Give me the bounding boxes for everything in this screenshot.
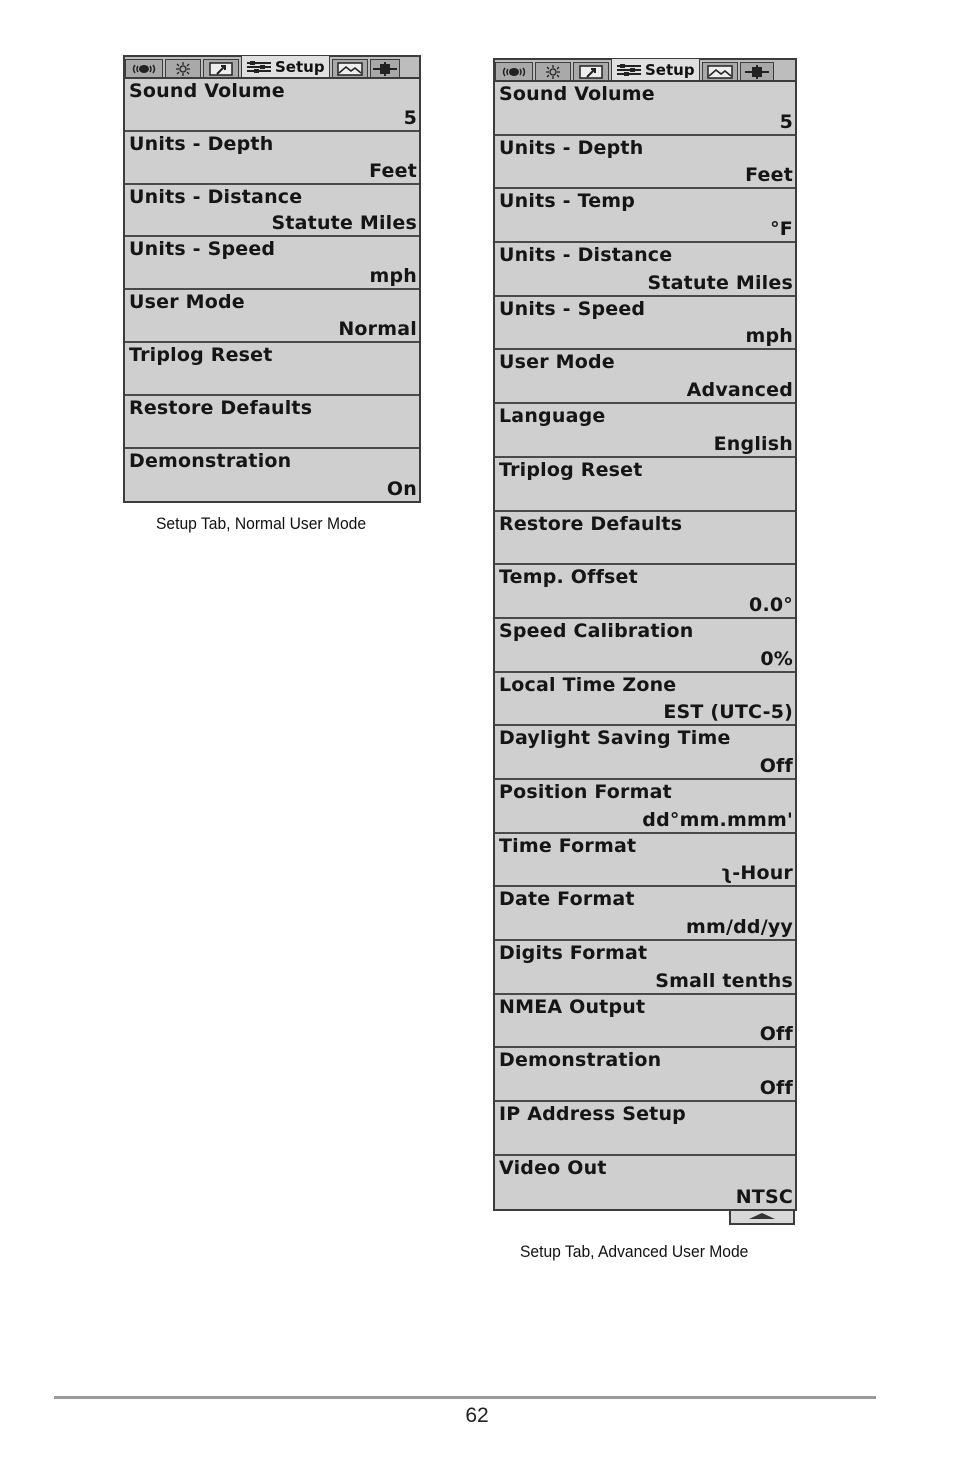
page-number: 62	[465, 1404, 489, 1427]
menu-item[interactable]	[125, 449, 419, 502]
menu-item-label: Time Format	[499, 834, 637, 857]
setup-icon	[246, 60, 272, 74]
menu-item[interactable]	[495, 565, 795, 619]
menu-item[interactable]	[125, 290, 419, 343]
menu-item[interactable]	[495, 82, 795, 136]
menu-item-value: mm/dd/yy	[685, 916, 793, 938]
menu-item-label: Daylight Saving Time	[499, 727, 731, 750]
menu-item-value: 0.0°	[749, 593, 793, 616]
menu-item-value: dd°mm.mmm'	[642, 808, 793, 831]
menu-item-label: Sound Volume	[129, 80, 285, 102]
chart-icon[interactable]	[203, 59, 239, 77]
menu-item-label: Video Out	[499, 1156, 607, 1179]
menu-item[interactable]	[125, 185, 419, 238]
accessory-icon[interactable]	[370, 59, 400, 77]
tab-setup[interactable]	[241, 55, 330, 77]
menu-item-value: Statute Miles	[647, 271, 793, 294]
menu-item[interactable]	[495, 350, 795, 404]
menu-item[interactable]	[495, 458, 795, 512]
menu-item[interactable]	[495, 941, 795, 995]
menu-item[interactable]	[125, 343, 419, 396]
menu-item[interactable]	[495, 512, 795, 566]
sonar-icon[interactable]	[495, 62, 533, 80]
menu-item[interactable]	[495, 404, 795, 458]
menu-item-label: Demonstration	[129, 449, 292, 472]
menu-item-value: Feet	[745, 164, 793, 187]
menu-item-label: Restore Defaults	[129, 396, 313, 419]
menu-item-value: Normal	[338, 317, 417, 340]
menu-item-label: Digits Format	[499, 942, 648, 964]
menu-item-value: 5	[779, 110, 793, 133]
menu-item-value: 0%	[760, 647, 793, 670]
menu-item-label: Sound Volume	[499, 83, 655, 105]
menu-item-label: User Mode	[129, 291, 245, 314]
menu-item[interactable]	[495, 619, 795, 673]
menu-item-value: Off	[759, 754, 793, 777]
menu-item-label: Units - Temp	[499, 190, 636, 213]
menu-item-label: Units - Distance	[129, 185, 303, 208]
sonar-icon[interactable]	[125, 59, 163, 77]
menu-item[interactable]	[125, 79, 419, 132]
setup-menu-advanced	[493, 58, 797, 1211]
menu-item[interactable]	[125, 396, 419, 449]
menu-item-label: IP Address Setup	[499, 1103, 686, 1126]
menu-item-value: Advanced	[686, 379, 793, 402]
scroll-indicator[interactable]	[729, 1211, 795, 1225]
menu-item-label: NMEA Output	[499, 995, 646, 1018]
tab-setup[interactable]	[611, 58, 700, 80]
setup-icon	[616, 63, 642, 77]
menu-item-value: Small tenths	[655, 969, 793, 992]
menu-item[interactable]	[125, 237, 419, 290]
menu-item[interactable]	[495, 887, 795, 941]
view-icon[interactable]	[332, 59, 368, 77]
menu-item-label: Restore Defaults	[499, 512, 683, 535]
menu-item-label: Demonstration	[499, 1049, 662, 1072]
menu-item-label: Local Time Zone	[499, 673, 677, 696]
menu-list	[125, 79, 419, 501]
menu-item[interactable]	[495, 673, 795, 727]
menu-item-value: mph	[369, 265, 417, 288]
menu-item-label: Units - Distance	[499, 244, 673, 267]
menu-item-value: °F	[770, 218, 793, 241]
menu-item-value: Off	[759, 1077, 793, 1100]
menu-item-label: Position Format	[499, 780, 672, 803]
menu-item[interactable]	[495, 726, 795, 780]
footer-divider	[54, 1396, 876, 1399]
tab-setup-label: Setup	[645, 60, 695, 79]
menu-item-value: 5	[403, 106, 417, 129]
menu-item[interactable]	[495, 995, 795, 1049]
menu-item-value: English	[713, 432, 793, 455]
menu-item-label: Triplog Reset	[129, 343, 273, 366]
menu-item[interactable]	[495, 1156, 795, 1210]
menu-item-value: ʅ-Hour	[720, 862, 793, 885]
accessory-icon[interactable]	[740, 62, 774, 80]
menu-item-value: EST (UTC-5)	[663, 701, 793, 724]
menu-item-value: Off	[759, 1023, 793, 1046]
menu-item-label: User Mode	[499, 351, 615, 374]
menu-item[interactable]	[495, 189, 795, 243]
setup-menu-normal	[123, 55, 421, 503]
view-icon[interactable]	[702, 62, 738, 80]
menu-list	[495, 82, 795, 1209]
menu-item-value: Feet	[369, 159, 417, 182]
menu-item-label: Triplog Reset	[499, 458, 643, 481]
caption-advanced: Setup Tab, Advanced User Mode	[520, 1242, 749, 1261]
menu-item-label: Units - Speed	[129, 238, 276, 261]
menu-item-value: mph	[745, 325, 793, 348]
menu-item[interactable]	[495, 834, 795, 888]
menu-item[interactable]	[495, 1102, 795, 1156]
menu-item-value: NTSC	[735, 1186, 793, 1209]
caption-normal: Setup Tab, Normal User Mode	[156, 514, 367, 533]
menu-item[interactable]	[495, 780, 795, 834]
menu-item-label: Speed Calibration	[499, 619, 694, 642]
menu-item-label: Temp. Offset	[499, 566, 638, 589]
menu-item[interactable]	[125, 132, 419, 185]
menu-item-label: Language	[499, 405, 606, 428]
menu-item[interactable]	[495, 243, 795, 297]
menu-item-label: Date Format	[499, 888, 635, 911]
chevron-up-icon	[747, 1212, 777, 1220]
menu-item-label: Units - Depth	[129, 132, 274, 155]
tab-bar	[495, 60, 795, 82]
menu-item[interactable]	[495, 297, 795, 351]
menu-item-label: Units - Depth	[499, 136, 644, 159]
tab-setup-label: Setup	[275, 57, 325, 76]
menu-item-value: Statute Miles	[271, 212, 417, 235]
alarm-icon[interactable]	[165, 59, 201, 77]
tab-bar	[125, 57, 419, 79]
chart-icon[interactable]	[573, 62, 609, 80]
menu-item-value: On	[386, 478, 417, 501]
menu-item-label: Units - Speed	[499, 297, 646, 320]
alarm-icon[interactable]	[535, 62, 571, 80]
menu-item[interactable]	[495, 1048, 795, 1102]
menu-item[interactable]	[495, 136, 795, 190]
